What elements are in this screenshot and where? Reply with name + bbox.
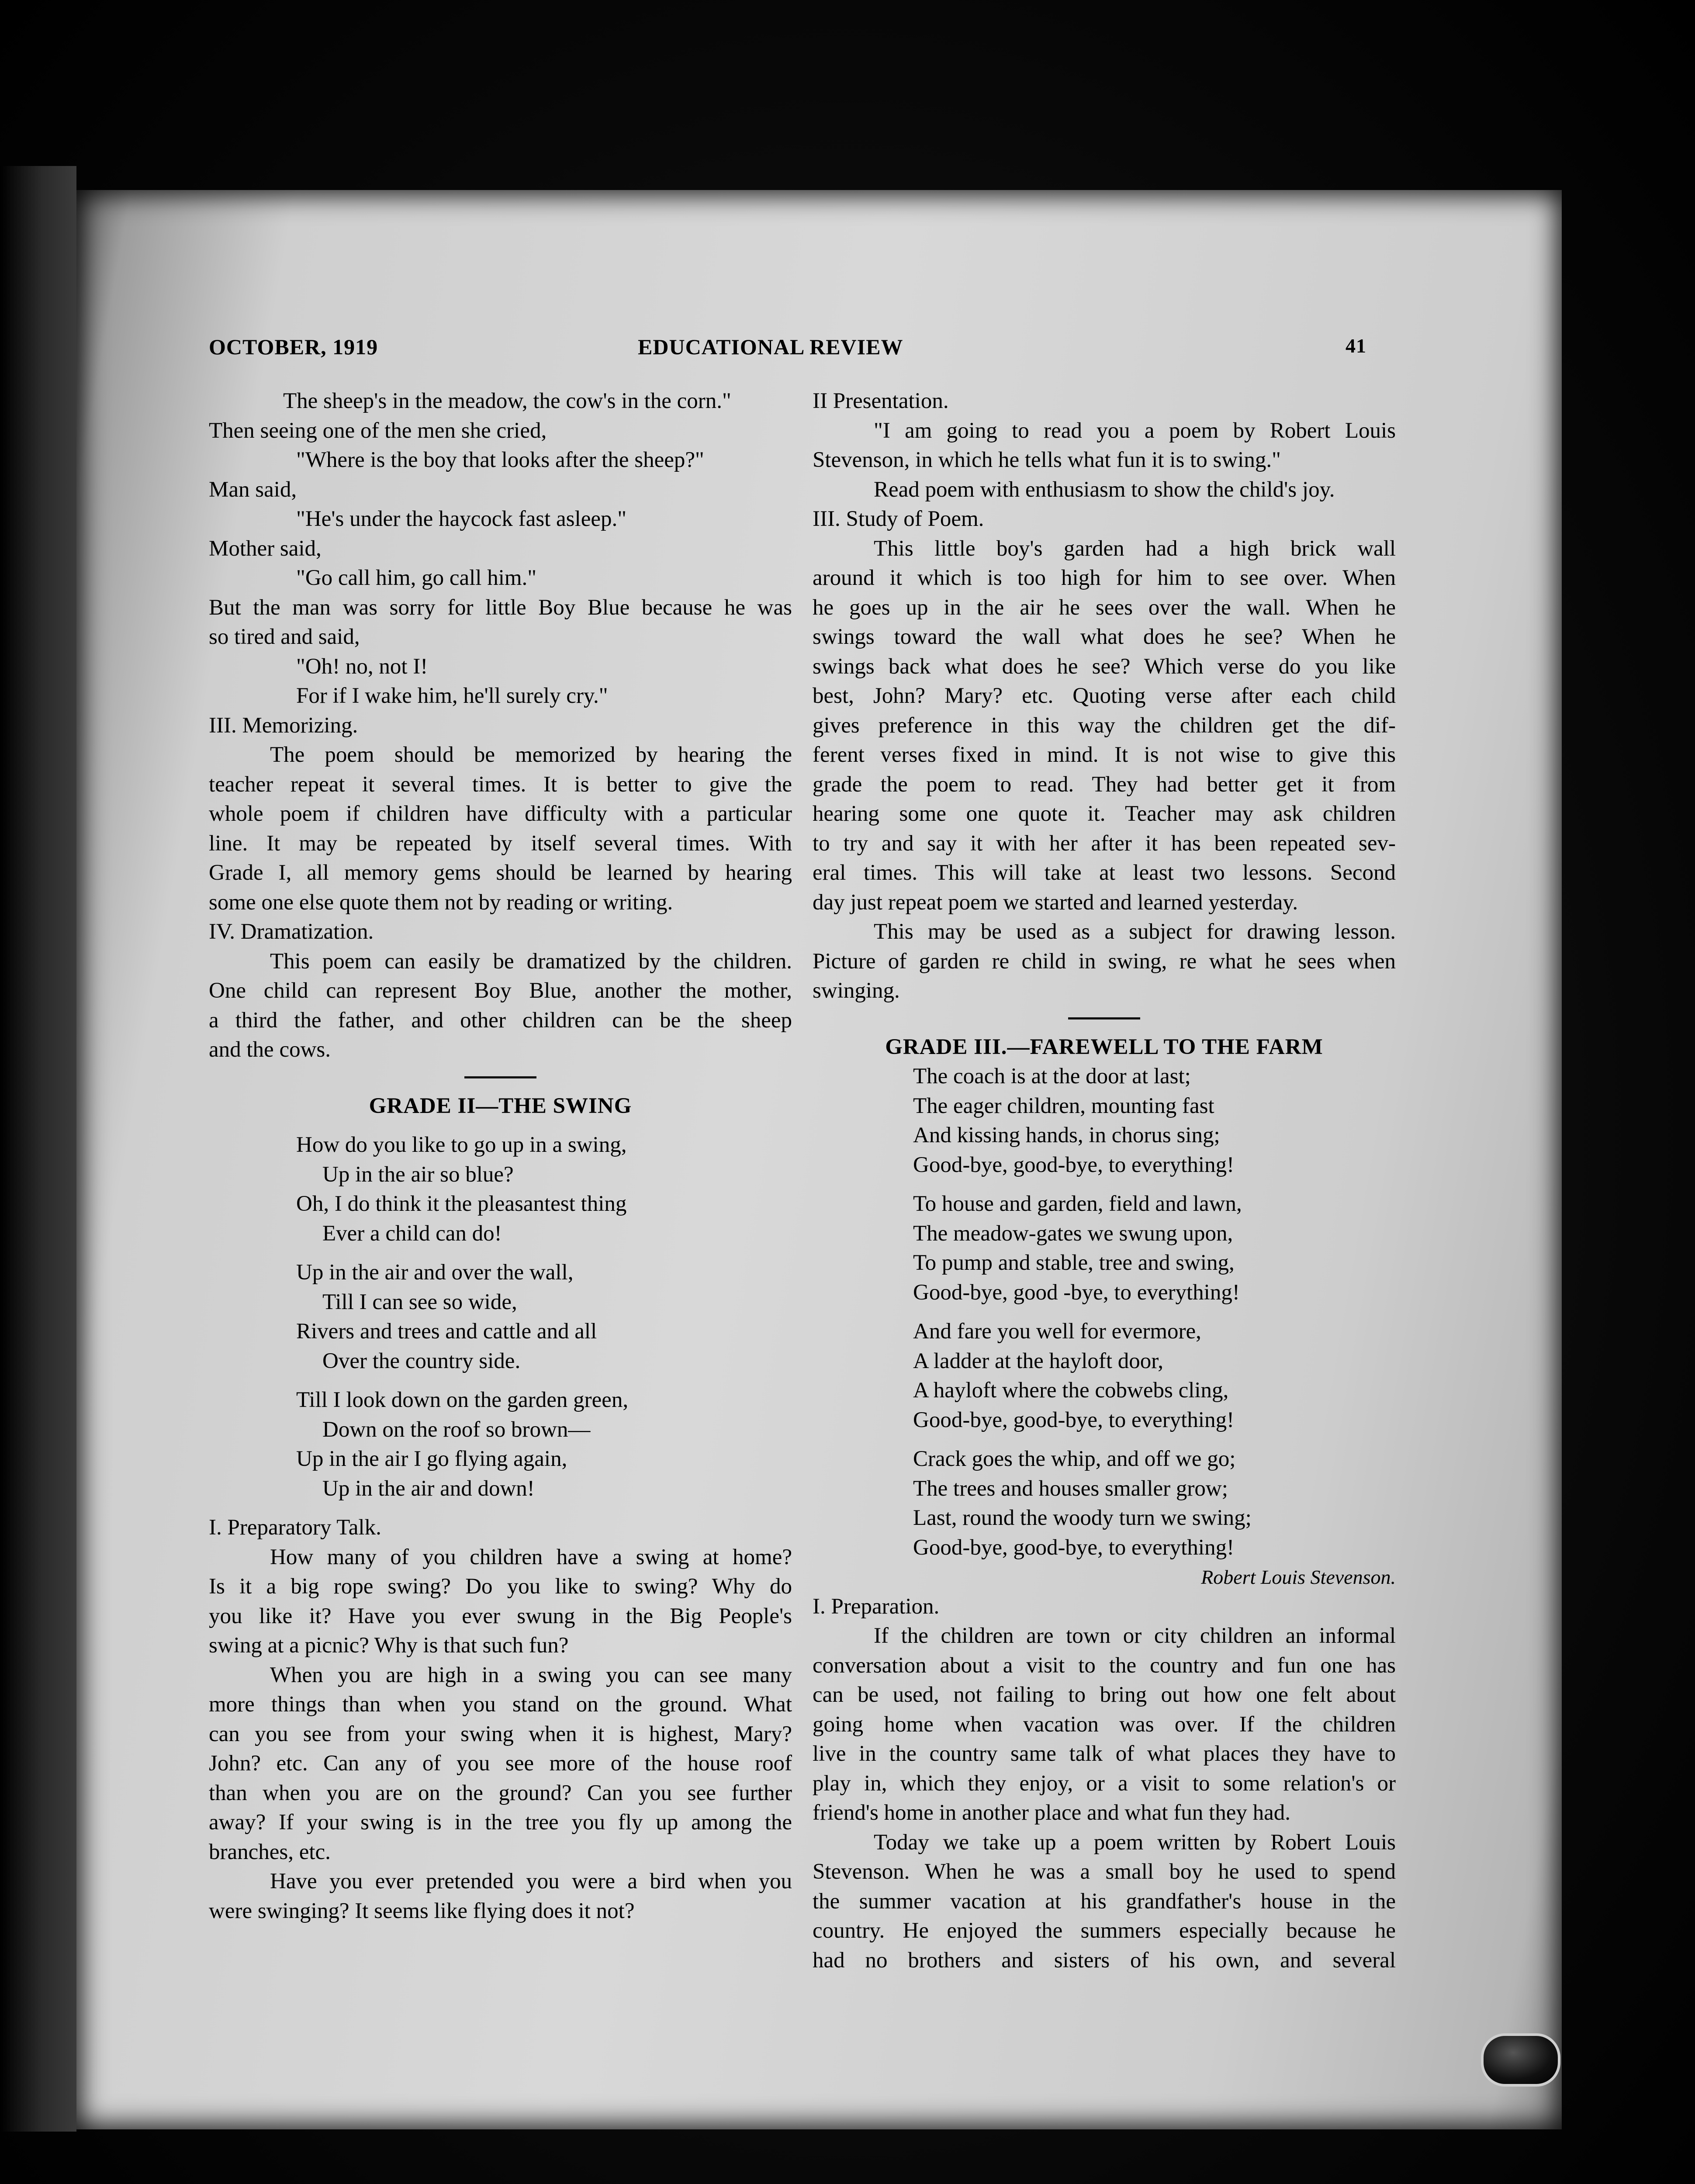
text-line: whole poem if children have difficulty with a particular <box>209 802 792 826</box>
text-line: Today we take up a poem written by Robert Louis <box>874 1830 1396 1855</box>
poem-line: Last, round the woody turn we swing; <box>913 1506 1252 1530</box>
text-line: Stevenson. When he was a small boy he used to spend <box>813 1859 1396 1884</box>
poem-line: Up in the air I go flying again, <box>296 1447 567 1471</box>
poem-line: The eager children, mounting fast <box>913 1093 1214 1118</box>
text-line: you like it? Have you ever swung in the Big People's <box>209 1603 792 1628</box>
text-line: Stevenson, in which he tells what fun it is to swing." <box>813 448 1281 472</box>
text-line: This poem can easily be dramatized by the children. <box>270 949 792 974</box>
text-line: swinging. <box>813 978 900 1003</box>
header-title: EDUCATIONAL REVIEW <box>638 335 903 359</box>
text-line: line. It may be repeated by itself several times. With <box>209 831 792 856</box>
text-line: "Go call him, go call him." <box>296 566 537 590</box>
right-column <box>813 387 1396 1975</box>
poem-line: Good-bye, good-bye, to everything! <box>913 1152 1235 1177</box>
text-line: The sheep's in the meadow, the cow's in the corn." <box>283 389 731 413</box>
text-line: But the man was sorry for little Boy Blue because he was <box>209 595 792 620</box>
text-line: a third the father, and other children can be the sheep <box>209 1008 792 1033</box>
text-line: day just repeat poem we started and learned yesterday. <box>813 890 1298 915</box>
poem-line: Till I look down on the garden green, <box>296 1388 629 1412</box>
text-line: play in, which they enjoy, or a visit to some relation's or <box>813 1771 1396 1796</box>
scanner-clip <box>1481 2033 1560 2087</box>
text-line: can you see from your swing when it is highest, Mary? <box>209 1721 792 1746</box>
spacer <box>209 1503 792 1513</box>
text-line: If the children are town or city children an informal <box>874 1624 1396 1648</box>
text-line: For if I wake him, he'll surely cry." <box>296 684 608 708</box>
text-line: Man said, <box>209 477 297 502</box>
text-line: teacher repeat it several times. It is better to give the <box>209 772 792 797</box>
text-line: country. He enjoyed the summers especially because he <box>813 1918 1396 1943</box>
poem-line: To pump and stable, tree and swing, <box>913 1251 1235 1275</box>
text-line: Is it a big rope swing? Do you like to swing? Why do <box>209 1574 792 1599</box>
text-line: The poem should be memorized by hearing the <box>270 743 792 767</box>
text-line: he goes up in the air he sees over the wall. When he <box>813 595 1396 620</box>
text-line: Picture of garden re child in swing, re what he sees when <box>813 949 1396 974</box>
poem-line: Good-bye, good -bye, to everything! <box>913 1280 1240 1305</box>
section-divider <box>464 1076 536 1078</box>
text-line: gives preference in this way the children get the dif- <box>813 713 1396 738</box>
poem-line: Oh, I do think it the pleasantest thing <box>296 1192 627 1216</box>
text-line: ferent verses fixed in mind. It is not wise to give this <box>813 743 1396 767</box>
grade3-heading: GRADE III.—FAREWELL TO THE FARM <box>885 1034 1323 1059</box>
text-line: to try and say it with her after it has been repeated sev- <box>813 831 1396 856</box>
text-line: This little boy's garden had a high brick wall <box>874 536 1396 561</box>
text-line: Read poem with enthusiasm to show the child's joy. <box>874 477 1335 502</box>
section-heading-preparatory: I. Preparatory Talk. <box>209 1515 381 1540</box>
text-line: live in the country same talk of what places they have to <box>813 1742 1396 1766</box>
poem-line: The coach is at the door at last; <box>913 1064 1191 1089</box>
text-line: friend's home in another place and what fun they had. <box>813 1800 1290 1825</box>
poem-line: A hayloft where the cobwebs cling, <box>913 1378 1229 1403</box>
text-line: John? etc. Can any of you see more of the house roof <box>209 1751 792 1776</box>
text-line: One child can represent Boy Blue, another the mother, <box>209 978 792 1003</box>
spacer <box>296 1376 792 1386</box>
swing-poem <box>209 1130 792 1503</box>
poem-line: Down on the roof so brown— <box>322 1417 591 1442</box>
poem-line: The trees and houses smaller grow; <box>913 1476 1228 1501</box>
spacer <box>209 1121 792 1130</box>
text-line: can be used, not failing to bring out how one felt about <box>813 1683 1396 1707</box>
poem-author: Robert Louis Stevenson. <box>1201 1566 1396 1588</box>
poem-line: Good-bye, good-bye, to everything! <box>913 1407 1235 1432</box>
header-date: OCTOBER, 1919 <box>209 335 378 359</box>
text-line: than when you are on the ground? Can you see further <box>209 1780 792 1805</box>
text-line: How many of you children have a swing at home? <box>270 1545 792 1569</box>
text-line: Mother said, <box>209 536 322 561</box>
text-line: branches, etc. <box>209 1839 331 1864</box>
poem-line: The meadow-gates we swung upon, <box>913 1221 1233 1246</box>
grade2-heading: GRADE II—THE SWING <box>369 1093 632 1118</box>
text-line: grade the poem to read. They had better get it from <box>813 772 1396 797</box>
text-line: Have you ever pretended you were a bird when you <box>270 1869 792 1894</box>
page-number: 41 <box>1346 335 1366 357</box>
section-heading-dramatization: IV. Dramatization. <box>209 919 374 944</box>
text-line: had no brothers and sisters of his own, and several <box>813 1948 1396 1973</box>
text-line: When you are high in a swing you can see many <box>270 1662 792 1687</box>
text-line: "Where is the boy that looks after the sheep?" <box>296 448 704 472</box>
text-line: swings back what does he see? Which verse do you like <box>813 654 1396 679</box>
text-line: "I am going to read you a poem by Robert Louis <box>874 418 1396 443</box>
poem-line: Crack goes the whip, and off we go; <box>913 1447 1236 1471</box>
left-column <box>209 387 792 1926</box>
section-heading-memorizing: III. Memorizing. <box>209 713 358 738</box>
poem-line: Ever a child can do! <box>322 1221 502 1246</box>
text-line: conversation about a visit to the country and fun one has <box>813 1653 1396 1678</box>
text-line: and the cows. <box>209 1037 331 1062</box>
text-line: hearing some one quote it. Teacher may ask children <box>813 802 1396 826</box>
section-heading-presentation: II Presentation. <box>813 389 949 413</box>
text-line: "Oh! no, not I! <box>296 654 428 679</box>
text-line: were swinging? It seems like flying does it not? <box>209 1898 635 1923</box>
text-line: "He's under the haycock fast asleep." <box>296 507 627 531</box>
poem-line: And kissing hands, in chorus sing; <box>913 1123 1220 1147</box>
text-line: away? If your swing is in the tree you fly up among the <box>209 1810 792 1835</box>
poem-line: And fare you well for evermore, <box>913 1319 1201 1344</box>
text-line: the summer vacation at his grandfather's house in the <box>813 1889 1396 1914</box>
text-line: more things than when you stand on the ground. What <box>209 1692 792 1717</box>
poem-line: Good-bye, good-bye, to everything! <box>913 1535 1235 1560</box>
poem-line: Up in the air so blue? <box>322 1162 514 1187</box>
text-line: around it which is too high for him to see over. When <box>813 566 1396 590</box>
poem-line: A ladder at the hayloft door, <box>913 1348 1163 1373</box>
text-line: some one else quote them not by reading or writing. <box>209 890 673 915</box>
poem-line: Up in the air and down! <box>322 1476 535 1501</box>
spacer <box>913 1307 1396 1317</box>
poem-line: Till I can see so wide, <box>322 1289 517 1314</box>
text-line: Grade I, all memory gems should be learned by hearing <box>209 860 792 885</box>
text-line: Then seeing one of the men she cried, <box>209 418 547 443</box>
section-heading-preparation: I. Preparation. <box>813 1594 940 1619</box>
poem-line: Rivers and trees and cattle and all <box>296 1319 597 1344</box>
spacer <box>913 1180 1396 1189</box>
spacer <box>913 1435 1396 1444</box>
text-line: swing at a picnic? Why is that such fun? <box>209 1633 569 1658</box>
farm-poem <box>813 1062 1396 1562</box>
poem-line: How do you like to go up in a swing, <box>296 1133 627 1157</box>
poem-line: Over the country side. <box>322 1348 521 1373</box>
text-line: swings toward the wall what does he see? When he <box>813 625 1396 649</box>
spacer <box>296 1248 792 1258</box>
section-divider <box>1068 1017 1140 1019</box>
poem-line: To house and garden, field and lawn, <box>913 1192 1242 1216</box>
text-line: eral times. This will take at least two lessons. Second <box>813 860 1396 885</box>
text-line: best, John? Mary? etc. Quoting verse after each child <box>813 684 1396 708</box>
text-line: going home when vacation was over. If the children <box>813 1712 1396 1737</box>
text-line: so tired and said, <box>209 625 360 649</box>
poem-line: Up in the air and over the wall, <box>296 1260 574 1285</box>
binding-shadow <box>0 166 76 2132</box>
section-heading-study: III. Study of Poem. <box>813 507 984 531</box>
text-line: This may be used as a subject for drawing lesson. <box>874 919 1396 944</box>
